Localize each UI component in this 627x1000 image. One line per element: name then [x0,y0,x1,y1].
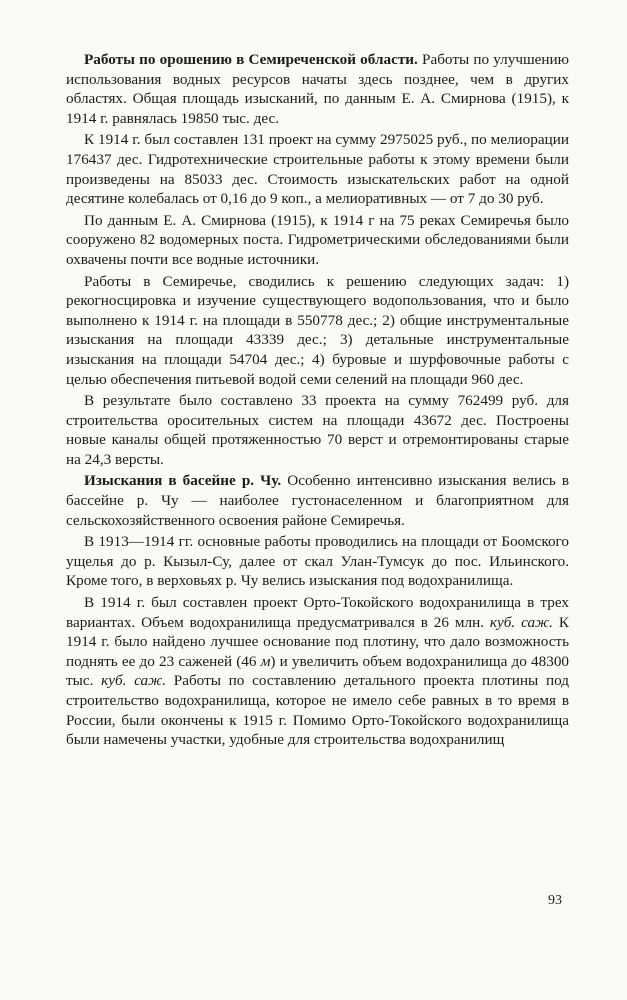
section-heading: Изыскания в басейне р. Чу. [84,472,282,490]
paragraph-text: В 1913—1914 гг. основные работы проводились на площади от Боомского ущелья до р. Кызыл-Су, далее от скал Улан-Тумсук до пос. Ильинского. Кроме того, в верховьях р. Чу велись изыскания под водохранилища. [66,533,569,590]
paragraph [66,130,569,208]
paragraph [66,532,569,591]
paragraph-text: По данным Е. А. Смирнова (1915), к 1914 г на 75 реках Семиречья было сооружено 82 водомерных поста. Гидрометрическими обследованиями были охвачены почти все водные источники. [66,211,569,268]
unit-italic: куб. саж. [489,613,553,631]
paragraph [66,391,569,469]
page-text [66,50,569,750]
section-heading: Работы по орошению в Семиреченской области. [84,51,418,68]
paragraph-text: К 1914 г. было найдено лучшее основание под плотину, что дало возможность поднять ее до 23 саженей (46 [66,613,569,670]
paragraph [66,593,569,750]
unit-italic: м [260,652,271,670]
paragraph [66,471,569,530]
page-number: 93 [548,893,562,908]
paragraph-text: К 1914 г. был составлен 131 проект на сумму 2975025 руб., по мелиорации 176437 дес. Гидротехнические строительные работы к этому времени были произведены на 85033 дес. Стоимость изыскательских работ на одной десятине колебалась от 0,16 до 9 коп., а мелиоративных — от 7 до 30 руб. [66,131,569,208]
unit-italic: куб. саж. [101,672,167,690]
paragraph [66,272,569,390]
paragraph-text: ) и увеличить объем водохранилища до 48300 тыс. [66,652,570,690]
paragraph [66,50,569,128]
paragraph-text: Работы в Семиречье, сводились к решению следующих задач: 1) рекогносцировка и изучение существующего водопользования, что и было выполнено к 1914 г. на площади в 550778 дес.; 2) общие инструментальные изыскания на площади 43339 дес.; 3) детальные инструментальные изыскания на площади 54704 дес.; 4) буровые и шурфовочные работы с целью обеспечения питьевой водой семи селений на площади 960 дес. [66,272,569,388]
paragraph-text: Работы по составлению детального проекта плотины под строительство водохранилища, которое не имело себе равных в то время в России, были окончены к 1915 г. Помимо Орто-Токойского водохранилища были намечены участки, удобные для строительства водохранилищ [66,672,570,749]
paragraph-text: Работы по улучшению использования водных ресурсов начаты здесь позднее, чем в других областях. Общая площадь изысканий, по данным Е. А. Смирнова (1915), к 1914 г. равнялась 19850 тыс. дес. [66,51,569,127]
paragraph-text: В 1914 г. был составлен проект Орто-Токойского водохранилища в трех вариантах. Объем водохранилища предусматривался в 26 млн. [66,594,569,631]
paragraph-text: Особенно интенсивно изыскания велись в бассейне р. Чу — наиболее густонаселенном и благоприятном для сельскохозяйственного освоения районе Семиречья. [66,472,570,529]
paragraph [66,211,569,270]
paragraph-text: В результате было составлено 33 проекта на сумму 762499 руб. для строительства оросительных систем на площади 43672 дес. Построены новые каналы общей протяженностью 70 верст и отремонтированы старые на 24,3 версты. [66,392,569,468]
